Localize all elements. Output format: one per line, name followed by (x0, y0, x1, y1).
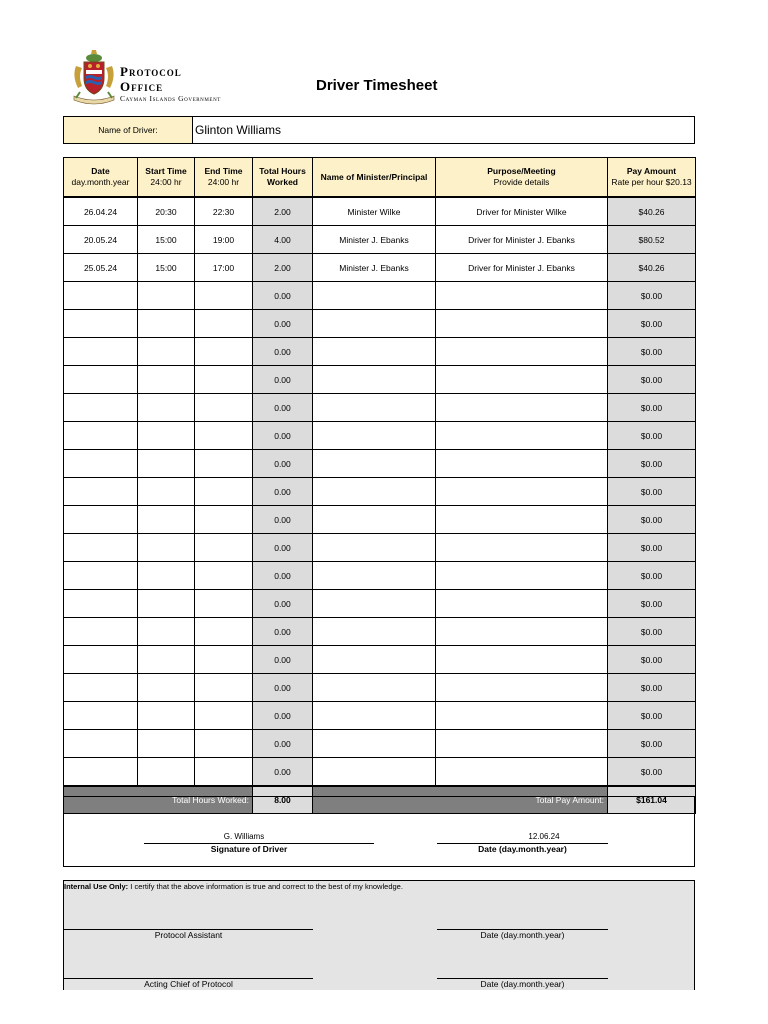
end-time-cell[interactable]: 19:00 (195, 226, 253, 254)
pay-amount-cell: $0.00 (608, 394, 696, 422)
minister-cell[interactable] (313, 618, 436, 646)
header-total-hours-subtitle: Worked (266, 177, 299, 187)
pay-amount-cell: $0.00 (608, 702, 696, 730)
signature-label: Signature of Driver (210, 844, 288, 854)
page-title: Driver Timesheet (316, 77, 438, 94)
logo-text-office: Office (120, 79, 164, 94)
date-cell[interactable] (64, 366, 138, 394)
start-time-cell[interactable] (138, 590, 195, 618)
minister-cell[interactable] (313, 506, 436, 534)
total-hours-cell: 0.00 (253, 562, 313, 590)
header-total-hours-title: Total Hours (259, 166, 306, 176)
driver-signature-name[interactable]: G. Williams (223, 832, 265, 841)
end-time-cell[interactable] (195, 702, 253, 730)
table-row (64, 310, 696, 338)
total-hours-cell: 2.00 (253, 254, 313, 282)
header-pay-amount-subtitle: Rate per hour $20.13 (611, 177, 692, 187)
date-cell[interactable] (64, 730, 138, 758)
total-hours-cell: 0.00 (253, 310, 313, 338)
purpose-cell[interactable] (436, 310, 608, 338)
header-purpose (436, 158, 608, 198)
minister-cell[interactable]: Minister J. Ebanks (313, 254, 436, 282)
internal-use-text: I certify that the above information is true and correct to the best of my knowledge. (128, 882, 403, 891)
driver-name-field[interactable]: Glinton Williams (195, 123, 282, 137)
minister-cell[interactable] (313, 534, 436, 562)
end-time-cell[interactable] (195, 646, 253, 674)
header-pay-amount (608, 158, 696, 198)
coat-of-arms-icon (70, 48, 118, 106)
minister-cell[interactable] (313, 562, 436, 590)
minister-cell[interactable]: Minister Wilke (313, 197, 436, 226)
start-time-cell[interactable]: 15:00 (138, 254, 195, 282)
chief-date-label: Date (day.month.year) (480, 979, 565, 989)
total-hours-cell: 0.00 (253, 618, 313, 646)
purpose-cell[interactable] (436, 394, 608, 422)
start-time-cell[interactable]: 20:30 (138, 197, 195, 226)
table-row (64, 618, 696, 646)
driver-name-label: Name of Driver: (64, 117, 193, 143)
minister-cell[interactable] (313, 646, 436, 674)
protocol-office-logo (70, 48, 250, 108)
header-start-time-subtitle: 24:00 hr (150, 177, 182, 187)
end-time-cell[interactable] (195, 730, 253, 758)
start-time-cell[interactable] (138, 562, 195, 590)
logo-text-government: Cayman Islands Government (120, 94, 221, 103)
minister-cell[interactable] (313, 282, 436, 310)
header-purpose-title: Purpose/Meeting (487, 166, 556, 176)
table-row (64, 730, 696, 758)
pay-amount-cell: $0.00 (608, 618, 696, 646)
table-row (64, 562, 696, 590)
total-hours-cell: 0.00 (253, 282, 313, 310)
total-hours-cell: 0.00 (253, 674, 313, 702)
date-cell[interactable] (64, 674, 138, 702)
signature-date-label: Date (day.month.year) (478, 844, 567, 854)
assistant-label: Protocol Assistant (154, 930, 223, 940)
start-time-cell[interactable] (138, 730, 195, 758)
date-cell[interactable] (64, 478, 138, 506)
purpose-cell[interactable] (436, 422, 608, 450)
logo-text-protocol: Protocol (120, 64, 182, 79)
total-hours-cell: 0.00 (253, 366, 313, 394)
total-pay-value: $161.04 (608, 786, 696, 814)
start-time-cell[interactable] (138, 478, 195, 506)
header-purpose-subtitle: Provide details (493, 177, 550, 187)
table-row (64, 534, 696, 562)
start-time-cell[interactable] (138, 422, 195, 450)
end-time-cell[interactable] (195, 478, 253, 506)
end-time-cell[interactable] (195, 310, 253, 338)
header-date-subtitle: day.month.year (71, 177, 130, 187)
internal-use-box (63, 880, 695, 990)
date-cell[interactable]: 20.05.24 (64, 226, 138, 254)
minister-cell[interactable] (313, 590, 436, 618)
header-date (64, 158, 138, 198)
pay-amount-cell: $0.00 (608, 562, 696, 590)
total-hours-cell: 0.00 (253, 506, 313, 534)
minister-cell[interactable] (313, 450, 436, 478)
total-hours-cell: 0.00 (253, 534, 313, 562)
purpose-cell[interactable] (436, 758, 608, 787)
purpose-cell[interactable] (436, 506, 608, 534)
total-hours-cell: 0.00 (253, 758, 313, 787)
total-hours-label: Total Hours Worked: (64, 786, 253, 814)
start-time-cell[interactable] (138, 618, 195, 646)
table-row (64, 226, 696, 254)
date-cell[interactable] (64, 422, 138, 450)
table-row (64, 590, 696, 618)
assistant-date-label: Date (day.month.year) (480, 930, 565, 940)
start-time-cell[interactable] (138, 646, 195, 674)
total-hours-cell: 0.00 (253, 338, 313, 366)
minister-cell[interactable] (313, 422, 436, 450)
minister-cell[interactable] (313, 394, 436, 422)
end-time-cell[interactable] (195, 618, 253, 646)
date-cell[interactable] (64, 618, 138, 646)
purpose-cell[interactable] (436, 562, 608, 590)
date-cell[interactable] (64, 506, 138, 534)
pay-amount-cell: $40.26 (608, 254, 696, 282)
end-time-cell[interactable]: 17:00 (195, 254, 253, 282)
start-time-cell[interactable] (138, 310, 195, 338)
pay-amount-cell: $0.00 (608, 534, 696, 562)
total-hours-cell: 0.00 (253, 422, 313, 450)
pay-amount-cell: $0.00 (608, 730, 696, 758)
minister-cell[interactable] (313, 310, 436, 338)
table-row (64, 646, 696, 674)
purpose-cell[interactable]: Driver for Minister J. Ebanks (436, 254, 608, 282)
end-time-cell[interactable] (195, 282, 253, 310)
end-time-cell[interactable] (195, 758, 253, 787)
timesheet-table (63, 157, 696, 814)
table-row (64, 366, 696, 394)
header-end-time (195, 158, 253, 198)
header-minister (313, 158, 436, 198)
start-time-cell[interactable] (138, 758, 195, 787)
pay-amount-cell: $40.26 (608, 197, 696, 226)
total-hours-value: 8.00 (253, 786, 313, 814)
end-time-cell[interactable] (195, 450, 253, 478)
minister-cell[interactable] (313, 674, 436, 702)
pay-amount-cell: $0.00 (608, 590, 696, 618)
end-time-cell[interactable]: 22:30 (195, 197, 253, 226)
date-cell[interactable] (64, 646, 138, 674)
start-time-cell[interactable] (138, 450, 195, 478)
internal-use-prefix: Internal Use Only: (64, 882, 129, 891)
date-cell[interactable]: 25.05.24 (64, 254, 138, 282)
start-time-cell[interactable] (138, 674, 195, 702)
pay-amount-cell: $0.00 (608, 506, 696, 534)
signature-date-value[interactable]: 12.06.24 (528, 832, 560, 841)
purpose-cell[interactable] (436, 702, 608, 730)
purpose-cell[interactable] (436, 338, 608, 366)
minister-cell[interactable] (313, 338, 436, 366)
total-hours-cell: 0.00 (253, 730, 313, 758)
end-time-cell[interactable] (195, 506, 253, 534)
total-pay-label: Total Pay Amount: (313, 786, 608, 814)
end-time-cell[interactable] (195, 366, 253, 394)
purpose-cell[interactable]: Driver for Minister Wilke (436, 197, 608, 226)
header-pay-amount-title: Pay Amount (626, 166, 677, 176)
table-row (64, 282, 696, 310)
table-header-row (64, 158, 696, 198)
date-cell[interactable]: 26.04.24 (64, 197, 138, 226)
driver-name-row (63, 116, 695, 144)
end-time-cell[interactable] (195, 562, 253, 590)
pay-amount-cell: $80.52 (608, 226, 696, 254)
minister-cell[interactable] (313, 702, 436, 730)
header-date-title: Date (91, 166, 110, 176)
date-cell[interactable] (64, 534, 138, 562)
table-row (64, 197, 696, 226)
date-cell[interactable] (64, 702, 138, 730)
purpose-cell[interactable] (436, 646, 608, 674)
total-hours-cell: 4.00 (253, 226, 313, 254)
purpose-cell[interactable] (436, 282, 608, 310)
date-cell[interactable] (64, 310, 138, 338)
end-time-cell[interactable] (195, 590, 253, 618)
purpose-cell[interactable]: Driver for Minister J. Ebanks (436, 226, 608, 254)
purpose-cell[interactable] (436, 534, 608, 562)
purpose-cell[interactable] (436, 618, 608, 646)
internal-use-statement (64, 882, 403, 891)
table-row (64, 338, 696, 366)
date-cell[interactable] (64, 758, 138, 787)
start-time-cell[interactable] (138, 702, 195, 730)
pay-amount-cell: $0.00 (608, 366, 696, 394)
start-time-cell[interactable] (138, 534, 195, 562)
chief-label: Acting Chief of Protocol (144, 979, 233, 989)
date-cell[interactable] (64, 394, 138, 422)
start-time-cell[interactable] (138, 282, 195, 310)
purpose-cell[interactable] (436, 478, 608, 506)
table-body (64, 197, 696, 786)
table-row (64, 478, 696, 506)
date-cell[interactable] (64, 590, 138, 618)
purpose-cell[interactable] (436, 590, 608, 618)
start-time-cell[interactable] (138, 338, 195, 366)
start-time-cell[interactable] (138, 366, 195, 394)
end-time-cell[interactable] (195, 394, 253, 422)
total-hours-cell: 2.00 (253, 197, 313, 226)
start-time-cell[interactable]: 15:00 (138, 226, 195, 254)
end-time-cell[interactable] (195, 338, 253, 366)
date-cell[interactable] (64, 450, 138, 478)
total-hours-cell: 0.00 (253, 702, 313, 730)
date-cell[interactable] (64, 282, 138, 310)
pay-amount-cell: $0.00 (608, 450, 696, 478)
purpose-cell[interactable] (436, 674, 608, 702)
purpose-cell[interactable] (436, 450, 608, 478)
start-time-cell[interactable] (138, 394, 195, 422)
pay-amount-cell: $0.00 (608, 478, 696, 506)
header-end-time-subtitle: 24:00 hr (207, 177, 240, 187)
table-row (64, 450, 696, 478)
total-hours-cell: 0.00 (253, 646, 313, 674)
pay-amount-cell: $0.00 (608, 422, 696, 450)
date-cell[interactable] (64, 562, 138, 590)
end-time-cell[interactable] (195, 674, 253, 702)
purpose-cell[interactable] (436, 366, 608, 394)
minister-cell[interactable] (313, 758, 436, 787)
pay-amount-cell: $0.00 (608, 282, 696, 310)
header-end-time-title: End Time (204, 166, 243, 176)
minister-cell[interactable]: Minister J. Ebanks (313, 226, 436, 254)
minister-cell[interactable] (313, 366, 436, 394)
driver-signature-box (63, 796, 695, 867)
table-row (64, 674, 696, 702)
header-total-hours (253, 158, 313, 198)
pay-amount-cell: $0.00 (608, 310, 696, 338)
minister-cell[interactable] (313, 478, 436, 506)
minister-cell[interactable] (313, 730, 436, 758)
pay-amount-cell: $0.00 (608, 338, 696, 366)
total-hours-cell: 0.00 (253, 394, 313, 422)
table-row (64, 758, 696, 787)
table-row (64, 506, 696, 534)
table-row (64, 422, 696, 450)
table-row (64, 394, 696, 422)
total-hours-cell: 0.00 (253, 590, 313, 618)
total-hours-cell: 0.00 (253, 478, 313, 506)
table-row (64, 254, 696, 282)
end-time-cell[interactable] (195, 534, 253, 562)
date-cell[interactable] (64, 338, 138, 366)
end-time-cell[interactable] (195, 422, 253, 450)
table-row (64, 702, 696, 730)
start-time-cell[interactable] (138, 506, 195, 534)
total-hours-cell: 0.00 (253, 450, 313, 478)
pay-amount-cell: $0.00 (608, 646, 696, 674)
header-start-time-title: Start Time (145, 166, 187, 176)
purpose-cell[interactable] (436, 730, 608, 758)
header-start-time (138, 158, 195, 198)
pay-amount-cell: $0.00 (608, 758, 696, 787)
pay-amount-cell: $0.00 (608, 674, 696, 702)
header-minister-title: Name of Minister/Principal (320, 171, 428, 182)
